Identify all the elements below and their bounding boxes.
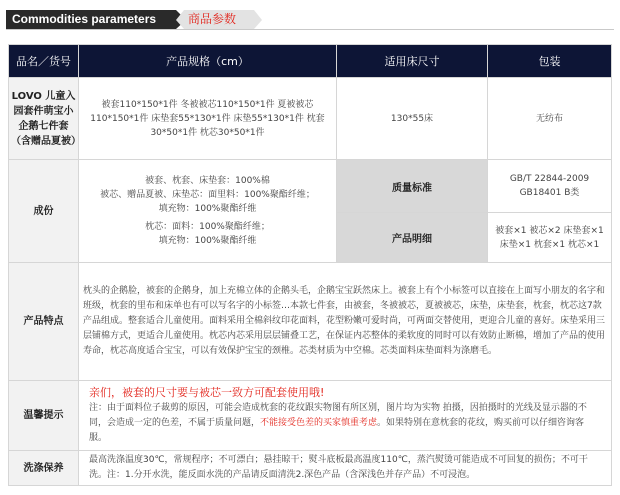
- table-header-row: [9, 45, 612, 78]
- quality-standard-value: GB18401 B类: [519, 188, 580, 198]
- composition-line: 枕芯：面料：100%聚酯纤维；: [145, 222, 270, 232]
- column-header-name: 品名／货号: [9, 45, 79, 78]
- composition-label: 成份: [9, 160, 79, 263]
- header-title-en: Commodities parameters: [6, 10, 176, 29]
- column-header-packaging: 包装: [488, 45, 612, 78]
- table-row-tips: [9, 381, 612, 451]
- bed-size-cell: 130*55床: [337, 78, 488, 160]
- product-list-label: 产品明细: [337, 213, 488, 263]
- table-row-care: [9, 451, 612, 486]
- tips-label: 温馨提示: [9, 381, 79, 451]
- composition-line: 被套、枕套、床垫套：100%棉: [145, 176, 270, 186]
- composition-line: 被芯、赠品夏被、床垫芯：面里料：100%聚酯纤维；: [100, 190, 315, 200]
- features-label: 产品特点: [9, 263, 79, 381]
- care-text: 最高洗涤温度30℃，常规程序；不可漂白；悬挂晾干；熨斗底板最高温度110℃，蒸汽熨烫可能造成不可回复的损伤；不可干洗。注：1.分开水洗，能反面水洗的产品请反面清洗2.深色产品（含深浅色并存产品）不可浸泡。: [79, 451, 612, 486]
- quality-standard-cell: [488, 160, 612, 213]
- tips-note-text: 注：由于面料位子裁剪的原因，可能会造成枕套的花纹跟实物图有所区别，图片均为实物 拍摄，因拍摄时的光线及显示器的不同，会造成一定的色差，不属于质量问题，: [89, 403, 587, 428]
- table-row-features: [9, 263, 612, 381]
- product-spec-cell: 被套110*150*1件 冬被被芯110*150*1件 夏被被芯110*150*1件 床垫套55*130*1件 床垫55*130*1件 枕套30*50*1件 枕芯30*50*1件: [79, 78, 337, 160]
- tips-note-text: 。如果特别在意枕套的花纹，购买前可以仔细咨询客服。: [89, 418, 585, 443]
- column-header-bed-size: 适用床尺寸: [337, 45, 488, 78]
- quality-standard-label: 质量标准: [337, 160, 488, 213]
- table-row-composition: [9, 160, 612, 213]
- header-title-cn: 商品参数: [184, 10, 254, 29]
- tips-note: [89, 401, 601, 446]
- composition-cell: [79, 160, 337, 263]
- tips-note-warning: 不能接受色差的买家慎重考虑: [260, 418, 378, 428]
- care-label: 洗涤保养: [9, 451, 79, 486]
- tips-headline: 亲们，被套的尺寸要与被芯一致方可配套使用哦!: [89, 386, 325, 399]
- features-text: 枕头的企鹅脸，被套的企鹅身，加上充棉立体的企鹅头毛，企鹅宝宝跃然床上。被套上有个小标签可以直接在上面写小朋友的名字和班级，枕套的里布和床单也有可以写名字的小标签…本款七件套，由被套，冬被被芯，夏被被芯，床垫，床垫套，枕套，枕芯这7款产品组成。整套适合儿童使用。面料采用全棉斜纹印花面料，花型粉嫩可爱时尚，可两面交替使用，更迎合儿童的喜好。床垫采用三层铺棉方式，更适合儿童使用。枕芯内芯采用层层铺叠工艺，在保证内芯整体的柔软度的同时可以有效防止断棉，增加了产品的使用寿命，枕芯高度适合宝宝，可以有效保护宝宝的颈椎。芯类材质为中空棉。芯类面料床垫面料为涤磨毛。: [79, 263, 612, 381]
- table-row-product: [9, 78, 612, 160]
- product-list-cell: 被套×1 被芯×2 床垫套×1 床垫×1 枕套×1 枕芯×1: [488, 213, 612, 263]
- composition-line: 填充物：100%聚酯纤维: [158, 236, 257, 246]
- tips-cell: [79, 381, 612, 451]
- commodity-parameters-table: [8, 44, 612, 486]
- composition-line: 填充物：100%聚酯纤维: [158, 204, 257, 214]
- section-header: [6, 10, 614, 30]
- packaging-cell: 无纺布: [488, 78, 612, 160]
- quality-standard-value: GB/T 22844-2009: [509, 174, 590, 184]
- column-header-spec: 产品规格（cm）: [79, 45, 337, 78]
- product-name-cell: LOVO 儿童入园套件萌宝小企鹅七件套（含赠品夏被）: [9, 78, 79, 160]
